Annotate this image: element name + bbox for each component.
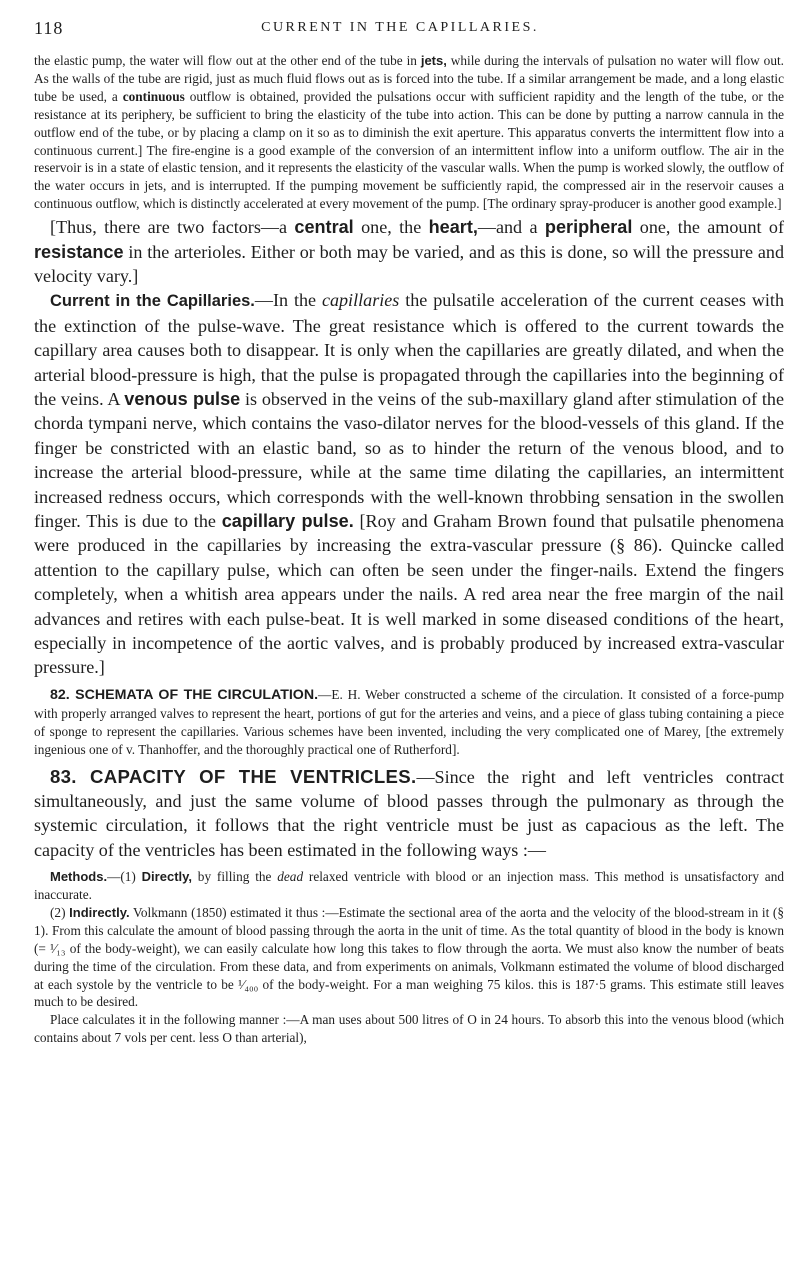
heading-schemata: 82. SCHEMATA OF THE CIRCULATION.: [50, 686, 319, 703]
term-peripheral: peripheral: [544, 217, 633, 238]
term-directly: Directly,: [141, 869, 193, 885]
running-title: CURRENT IN THE CAPILLARIES.: [261, 20, 539, 35]
text-run: while during the intervals of pulsation no water will flow out. As the walls of the tube are rigid, just as much fluid flows out as is forced into the tube. If a similar arrangement be made, and a long elastic tube be used, a: [34, 53, 784, 104]
text-run: —In the: [254, 290, 322, 311]
body-text: [34, 52, 784, 1047]
paragraph-methods-direct: [34, 868, 784, 904]
paragraph-capillary-current: [34, 288, 784, 680]
term-dead: dead: [277, 869, 304, 885]
term-capillary-pulse: capillary pulse.: [221, 511, 354, 532]
term-resistance: resistance: [34, 241, 124, 262]
text-run: in the arterioles. Either or both may be varied, and as this is done, so will the pressure and velocity vary.]: [34, 241, 784, 286]
term-jets: jets,: [420, 53, 447, 68]
term-capillaries: capillaries: [321, 290, 400, 311]
paragraph-schemata: [34, 686, 784, 759]
text-run: relaxed ventricle with blood or an injection mass. This method is unsatisfactory and inaccurate.: [34, 869, 785, 903]
running-head: [0, 18, 800, 42]
text-run: Volkmann (1850) estimated it thus :—Estimate the sectional area of the aorta and the velocity of the blood-stream in it (§ 1). From this calculate the amount of blood passing through the aorta in the unit of time. As the total quantity of blood in the body is known (= ¹⁄₁₃ of the body-weight), we can easily calculate how long this takes to flow through the aorta. We must also know the number of beats during the time of the circulation. From these data, and from experiments on animals, Volkmann estimated the volume of blood discharged at each systole by the ventricle to be ¹⁄₄₀₀ of the body-weight. For a man weighing 75 kilos. this is 187·5 grams. This estimate still leaves much to be desired.: [34, 904, 784, 1010]
paragraph-methods-indirect: [34, 904, 784, 1011]
text-run: —and a: [477, 217, 545, 238]
text-run: the pulsatile acceleration of the current ceases with the extinction of the pulse-wave. The great resistance which is offered to the current towards the capillary area causes both to disappear. It is only when the capillaries are greatly dilated, and when the arterial blood-pressure is high, that the pulse is propagated through the capillaries into the beginning of the veins. A: [34, 290, 784, 409]
text-run: by filling the: [192, 869, 278, 885]
text-run: [Roy and Graham Brown found that pulsatile phenomena were produced in the capillaries by increasing the extra-vascular pressure (§ 86). Quincke called attention to the capillary pulse, which can often be seen under the finger-nails. Extend the fingers completely, when a whitish area appears under the nails. A red area near the free margin of the nail advances and retires with each pulse-beat. It is well marked in some diseased conditions of the heart, especially in incompetence of the aortic valves, and is probably produced by increased extra-vascular pressure.]: [34, 511, 784, 678]
page-number: 118: [34, 18, 64, 38]
term-heart: heart,: [428, 217, 478, 238]
paragraph-place-calculation: [34, 1011, 784, 1047]
term-continuous: continuous: [122, 88, 185, 104]
text-run: (2): [50, 904, 70, 920]
text-run: one, the amount of: [632, 217, 784, 238]
heading-current-in-capillaries: Current in the Capillaries.: [50, 292, 255, 311]
text-run: —Since the right and left ventricles contract simultaneously, and just the same volume of blood passes through the pulmonary as through the systemic circulation, it follows that the right ventricle must be just as capacious as the left. The capacity of the ventricles has been estimated in the following ways :—: [34, 766, 784, 860]
text-run: one, the: [353, 217, 429, 238]
term-venous-pulse: venous pulse: [124, 389, 241, 409]
text-run: Place calculates it in the following manner :—A man uses about 500 litres of O in 24 hours. To absorb this into the venous blood (which contains about 7 vols per cent. less O than arterial),: [34, 1012, 784, 1046]
text-run: is observed in the veins of the sub-maxillary gland after stimulation of the chorda tympani nerve, which contains the vaso-dilator nerves for the blood-vessels of this gland. If the finger be constricted with an elastic band, so as to hinder the return of the venous blood, and to increase the arterial blood-pressure, while at the same time dilating the capillaries, an intermittent increased redness occurs, which corresponds with the well-known throbbing sensation in the swollen finger. This is due to the: [34, 389, 784, 532]
text-run: outflow is obtained, provided the pulsations occur with sufficient rapidity and the length of the tube, or the resistance at its periphery, be sufficient to bring the elasticity of the tube into action. This can be done by putting a narrow cannula in the outflow end of the tube, or by placing a clamp on it so as to diminish the exit aperture. This apparatus converts the intermittent flow into a continuous current.] The fire-engine is a good example of the conversion of an intermittent inflow into a uniform outflow. The air in the reservoir is in a state of elastic tension, and it represents the elasticity of the vascular walls. When the pump is worked slowly, the outflow of the water occurs in jets, and is interrupted. If the pumping movement be sufficiently rapid, the compressed air in the reservoir causes a continuous outflow, which is distinctly accelerated at every movement of the pump. [The ordinary spray-producer is another good example.]: [34, 88, 785, 212]
text-run: [Thus, there are two factors—a: [50, 217, 295, 238]
text-run: —E. H. Weber constructed a scheme of the circulation. It consisted of a force-pump with properly arranged valves to represent the heart, portions of gut for the arteries and veins, and a piece of glass tubing containing a piece of sponge to represent the capillaries. Various schemes have been invented, including the very complicated one of Marey, [the extremely ingenious one of v. Thanhoffer, and the thoroughly practical one of Rutherford].: [34, 686, 784, 757]
paragraph-capacity: [34, 765, 784, 863]
paragraph-elastic-tube: [34, 52, 784, 213]
heading-methods: Methods.: [50, 869, 108, 885]
text-run: —(1): [107, 869, 142, 885]
term-central: central: [294, 217, 354, 238]
paragraph-two-factors: [34, 215, 784, 288]
text-run: the elastic pump, the water will flow out at the other end of the tube in: [34, 53, 421, 68]
heading-capacity-of-ventricles: 83. CAPACITY OF THE VENTRICLES.: [50, 765, 417, 787]
term-indirectly: Indirectly.: [69, 904, 130, 920]
